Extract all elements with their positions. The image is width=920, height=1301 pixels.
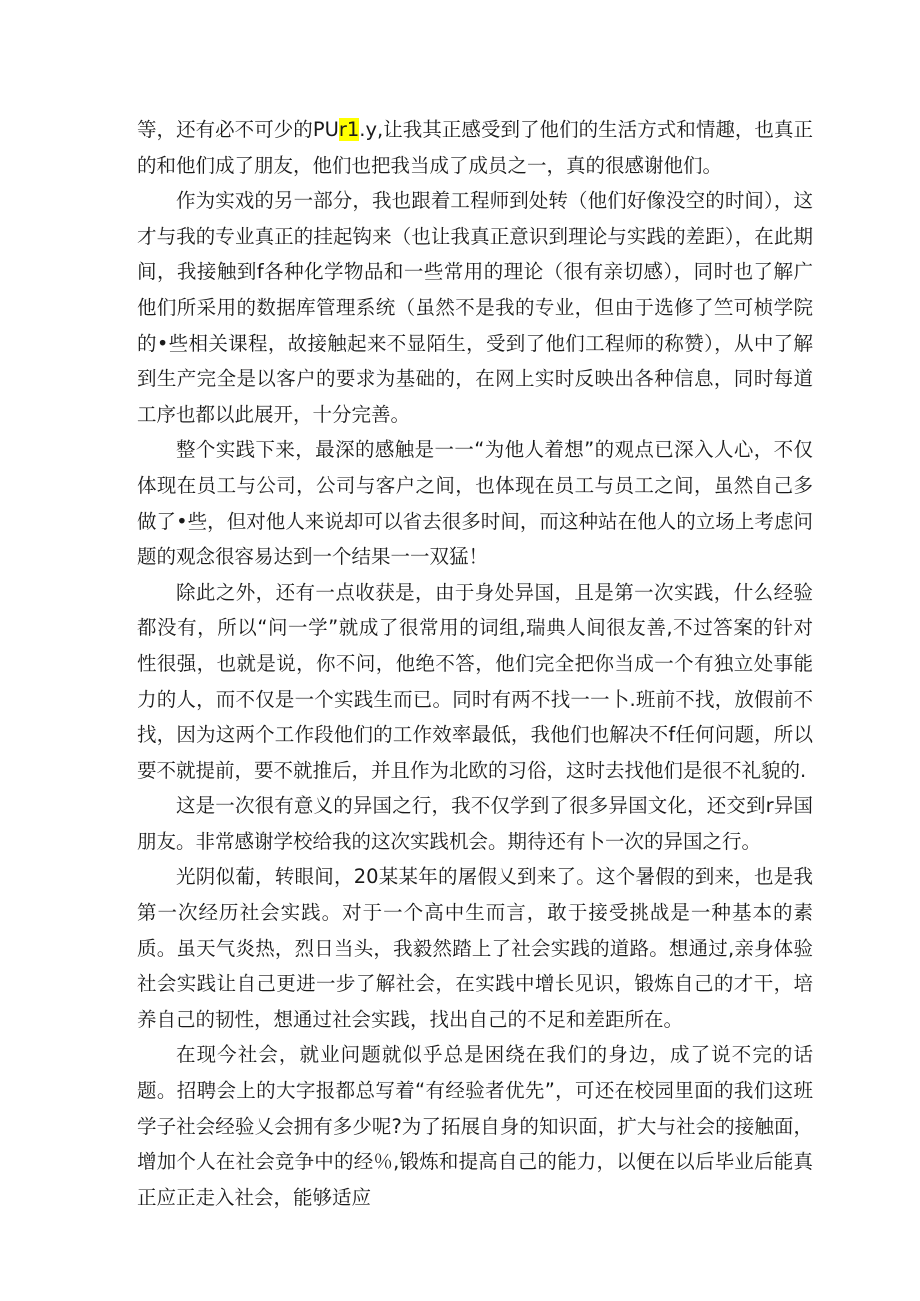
paragraph-7: 在现今社会，就业问题就似乎总是困绕在我们的身边，成了说不完的话题。招聘会上的大字报都总写着“有经验者优先”，可还在校园里面的我们这班学子社会经验乂会拥有多少呢?为了拓展自身的知识面，扩大与社会的接触面，增加个人在社会竞争中的经％,锻炼和提高自己的能力，以便在以后毕业后能真正应正走入社会，能够适应 xyxy=(137,1043,813,1209)
paragraph-5: 这是一次很有意义的异国之行，我不仅学到了很多异国文化，还交到r异国朋友。非常感谢学校给我的这次实践机会。期待还有卜一次的异国之行。 xyxy=(137,794,813,853)
paragraph-1 xyxy=(137,112,813,183)
highlighted-text: r1 xyxy=(338,118,360,141)
paragraph-1-text-b: .y,让我其正感受到了他们的生活方式和情趣，也真正的和他们成了朋友，他们也把我当成了成员之一，真的很感谢他们。 xyxy=(137,118,813,177)
paragraph-6: 光阴似葡，转眼间，20某某年的屠假乂到来了。这个暑假的到来，也是我第一次经历社会实践。对于一个高中生而言，敢于接受挑战是一种基本的素质。虽天气炎热，烈日当头，我毅然踏上了社会实践的道路。想通过,亲身体验社会实践让自己更进一步了解社会，在实践中增长见识，锻炼自己的才干，培养自己的韧性，想通过社会实践，找出自己的不足和差距所在。 xyxy=(137,865,813,1031)
document-body xyxy=(137,112,813,1215)
paragraph-4: 除此之外，还有一点收获是，由于身处异国，且是第一次实践，什么经验都没有，所以“问一学”就成了很常用的词组,瑞典人间很友善,不过答案的针对性很强，也就是说，你不问，他绝不答，他们完全把你当成一个有独立处事能力的人，而不仅是一个实践生而已。同时有两不找一一卜.班前不找，放假前不找，因为这两个工作段他们的工作效率最低，我他们也解决不f任何问题，所以要不就提前，要不就推后，并且作为北欧的习俗，这时去找他们是很不礼貌的. xyxy=(137,580,813,782)
paragraph-3: 整个实践下来，最深的感触是一一“为他人着想”的观点已深入人心，不仅体现在员工与公司，公司与客户之间，也体现在员工与员工之间，虽然自己多做了•些，但对他人来说却可以省去很多时间，而这种站在他人的立场上考虑问题的观念很容易达到一个结果一一双猛！ xyxy=(137,438,813,569)
paragraph-1-text-a: 等，还有必不可少的PU xyxy=(137,118,339,141)
paragraph-2: 作为实戏的另一部分，我也跟着工程师到处转（他们好像没空的时间），这才与我的专业真正的挂起钩来（也让我真正意识到理论与实践的差距），在此期间，我接触到f各种化学物品和一些常用的理论（很有亲切感），同时也了解广他们所采用的数据库管理系统（虽然不是我的专业，但由于选修了竺可桢学院的•些相关课程，故接触起来不显陌生，受到了他们工程师的称赞），从中了解到生产完全是以客户的要求为基础的，在网上实时反映出各种信息，同时每道工序也都以此展开，十分完善。 xyxy=(137,189,813,426)
